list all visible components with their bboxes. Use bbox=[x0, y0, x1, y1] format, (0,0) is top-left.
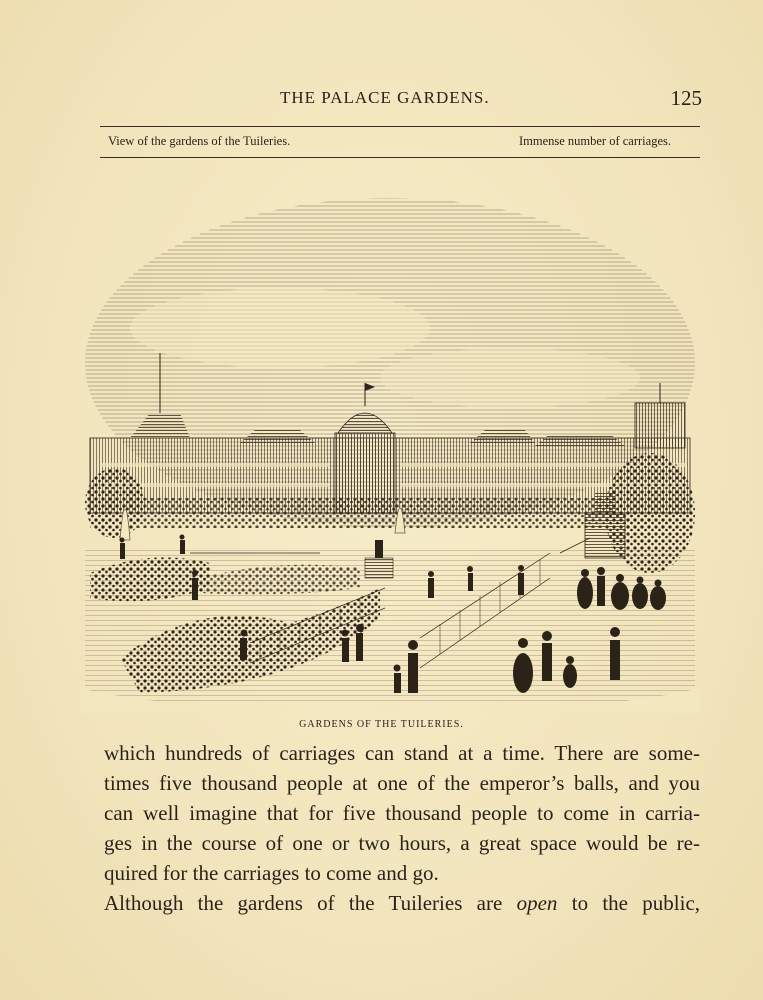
tuileries-engraving bbox=[80, 168, 700, 713]
top-rule bbox=[100, 126, 700, 127]
body-line-4: ges in the course of one or two hours, a great space would be re- bbox=[104, 831, 700, 855]
body-line-1: which hundreds of carriages can stand at a time. There are some- bbox=[104, 741, 700, 765]
page-number: 125 bbox=[670, 86, 702, 110]
body-line-3: can well imagine that for five thousand people to come in carria- bbox=[104, 801, 700, 825]
running-title: THE PALACE GARDENS. bbox=[280, 88, 490, 107]
illustration-caption: GARDENS OF THE TUILERIES. bbox=[299, 719, 464, 730]
running-head bbox=[100, 86, 704, 114]
body-line-6 bbox=[104, 888, 700, 918]
subhead-right: Immense number of carriages. bbox=[518, 134, 671, 148]
emphasis-open: open bbox=[516, 891, 558, 915]
bottom-rule bbox=[100, 157, 700, 158]
body-line-5: quired for the carriages to come and go. bbox=[104, 861, 439, 885]
subhead-left: View of the gardens of the Tuileries. bbox=[108, 134, 291, 148]
body-line-6-start: Although the gardens of the Tuileries are bbox=[104, 891, 503, 915]
body-line-6-end: to the public, bbox=[571, 891, 701, 915]
body-text bbox=[104, 738, 700, 918]
body-line-2: times five thousand people at one of the emperor’s balls, and you bbox=[104, 771, 700, 795]
